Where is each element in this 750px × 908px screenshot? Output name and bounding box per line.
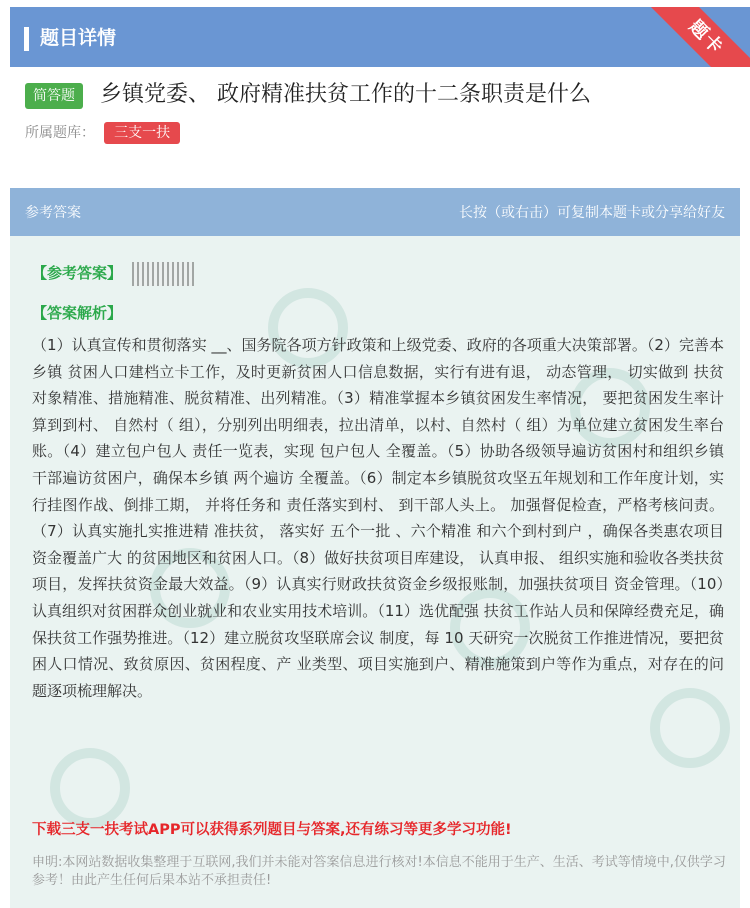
question-row — [25, 80, 745, 116]
answer-header — [10, 188, 740, 236]
answer-header-title: 参考答案 — [25, 205, 81, 221]
page-title: 题目详情 — [40, 27, 117, 49]
analysis-label: 【答案解析】 — [32, 304, 123, 322]
answer-panel — [10, 188, 740, 908]
copy-share-hint: 长按（或右击）可复制本题卡或分享给好友 — [459, 205, 725, 221]
answer-image — [132, 262, 194, 286]
detail-header — [10, 7, 750, 67]
app-promo-link[interactable]: 下载三支一扶考试APP可以获得系列题目与答案,还有练习等更多学习功能! — [32, 822, 512, 838]
watermark-circle — [50, 748, 130, 828]
bank-label: 所属题库： — [25, 125, 95, 141]
question-card-ribbon[interactable]: 题卡 — [637, 7, 750, 67]
question-text: 乡镇党委、 政府精准扶贫工作的十二条职责是什么 — [100, 82, 591, 107]
question-type-badge: 简答题 — [25, 83, 83, 109]
header-accent-bar — [24, 27, 29, 51]
analysis-text: （1）认真宣传和贯彻落实 __、国务院各项方针政策和上级党委、政府的各项重大决策部署。（2）完善本乡镇 贫困人口建档立卡工作，及时更新贫困人口信息数据，实行有进有退， 动态管理， 切实做到 扶贫对象精准、措施精准、脱贫精准、出列精准。（3）精准掌握本乡镇贫困发生率情况， 要把贫困发生率计算到到村、 自然村（ 组），分别列出明细表，拉出清单，以村、自然村（ 组）为单位建立贫困发生率台账。（4）建立包户包人 责任一览表，实现 包户包人 全覆盖。（5）协助各级领导遍访贫困村和组织乡镇干部遍访贫困户，确保本乡镇 两个遍访 全覆盖。（6）制定本乡镇脱贫攻坚五年规划和工作年度计划，实行挂图作战、倒排工期， 并将任务和 责任落实到村、 到干部人头上。 加强督促检查，严格考核问责。（7）认真实施扎实推进精 准扶贫， 落实好 五个一批 、六个精准 和六个到村到户 ，确保各类惠农项目资金覆盖广大 的贫困地区和贫困人口。（8）做好扶贫项目库建设， 认真申报、 组织实施和验收各类扶贫 项目，发挥扶贫资金最大效益。（9）认真实行财政扶贫资金乡级报账制，加强扶贫项目 资金管理。（10）认真组织对贫困群众创业就业和农业实用技术培训。（11）选优配强 扶贫工作站人员和保障经费充足，确保扶贫工作强势推进。（12）建立脱贫攻坚联席会议 制度，每 10 天研究一次脱贫工作推进情况，要把贫困人口情况、致贫原因、贫困程度、产 业类型、项目实施到户、精准施策到户等作为重点，对存在的问题逐项梳理解决。 — [32, 336, 724, 700]
bank-name-badge[interactable]: 三支一扶 — [104, 122, 180, 144]
disclaimer-text: 申明:本网站数据收集整理于互联网,我们并未能对答案信息进行核对!本信息不能用于生产、生活、考试等情境中,仅供学习参考！由此产生任何后果本站不承担责任! — [32, 855, 726, 888]
question-bank-row — [25, 122, 180, 148]
reference-answer-label: 【参考答案】 — [32, 264, 123, 282]
